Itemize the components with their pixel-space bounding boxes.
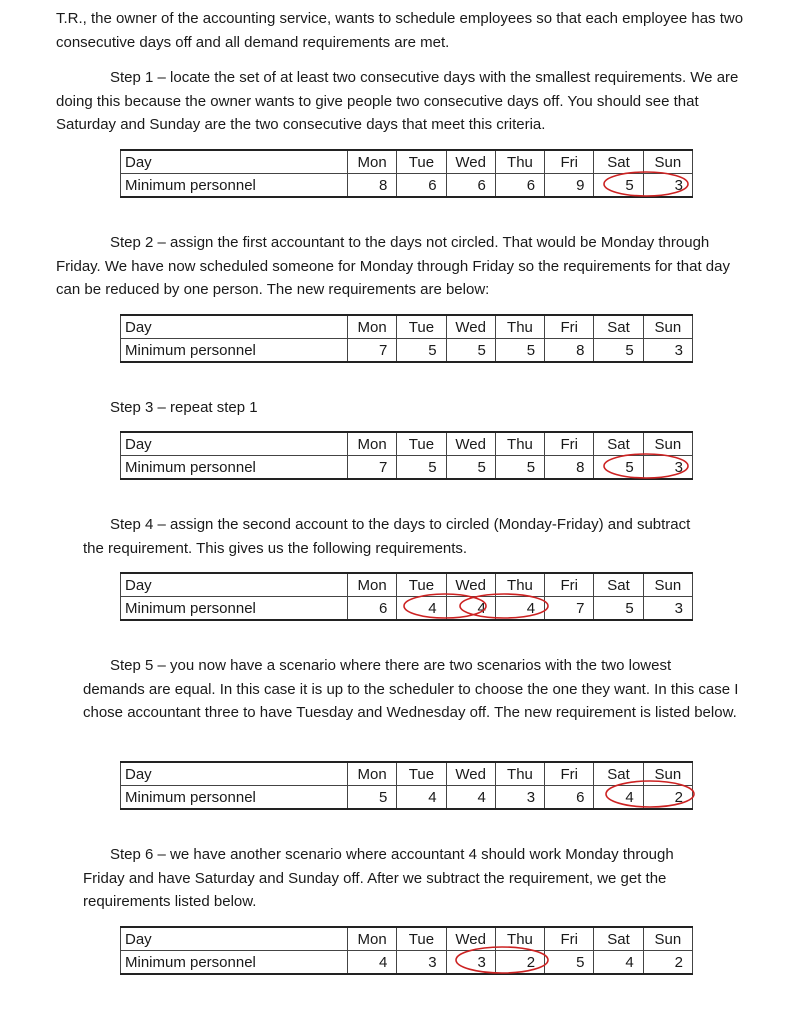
day-header-mon: Mon xyxy=(348,315,397,339)
step4-line1: Step 4 – assign the second account to the days to circled (Monday-Friday) and subtract xyxy=(110,516,691,533)
personnel-sat: 4 xyxy=(594,951,643,975)
day-header-tue: Tue xyxy=(397,315,446,339)
requirements-table-4 xyxy=(120,572,693,621)
table-row-label-personnel: Minimum personnel xyxy=(121,786,348,810)
personnel-sun: 3 xyxy=(643,339,692,363)
requirements-table-5 xyxy=(120,761,693,810)
table-row-label-day: Day xyxy=(121,315,348,339)
personnel-mon: 8 xyxy=(348,174,397,198)
day-header-thu: Thu xyxy=(495,432,544,456)
personnel-thu: 2 xyxy=(495,951,544,975)
day-header-tue: Tue xyxy=(397,432,446,456)
table-row-label-day: Day xyxy=(121,573,348,597)
day-header-sun: Sun xyxy=(643,150,692,174)
day-header-wed: Wed xyxy=(446,150,495,174)
personnel-mon: 4 xyxy=(348,951,397,975)
day-header-wed: Wed xyxy=(446,315,495,339)
day-header-wed: Wed xyxy=(446,927,495,951)
table-row-label-personnel: Minimum personnel xyxy=(121,951,348,975)
day-header-thu: Thu xyxy=(495,573,544,597)
personnel-tue: 5 xyxy=(397,456,446,480)
personnel-thu: 6 xyxy=(495,174,544,198)
personnel-wed: 6 xyxy=(446,174,495,198)
table-row-label-personnel: Minimum personnel xyxy=(121,456,348,480)
personnel-tue: 6 xyxy=(397,174,446,198)
table-row-label-day: Day xyxy=(121,762,348,786)
day-header-tue: Tue xyxy=(397,573,446,597)
day-header-mon: Mon xyxy=(348,573,397,597)
step6-line1: Step 6 – we have another scenario where accountant 4 should work Monday through xyxy=(110,846,674,863)
personnel-thu: 5 xyxy=(495,456,544,480)
day-header-tue: Tue xyxy=(397,150,446,174)
day-header-tue: Tue xyxy=(397,762,446,786)
day-header-mon: Mon xyxy=(348,150,397,174)
table-row-label-day: Day xyxy=(121,432,348,456)
personnel-fri: 6 xyxy=(545,786,594,810)
day-header-sat: Sat xyxy=(594,150,643,174)
day-header-sun: Sun xyxy=(643,927,692,951)
personnel-mon: 7 xyxy=(348,339,397,363)
personnel-wed: 5 xyxy=(446,339,495,363)
day-header-fri: Fri xyxy=(545,927,594,951)
personnel-sun: 3 xyxy=(643,174,692,198)
table-row-label-personnel: Minimum personnel xyxy=(121,174,348,198)
personnel-fri: 8 xyxy=(545,456,594,480)
day-header-sun: Sun xyxy=(643,432,692,456)
personnel-fri: 7 xyxy=(545,597,594,621)
step4-paragraph xyxy=(83,513,753,560)
personnel-wed: 5 xyxy=(446,456,495,480)
personnel-thu: 4 xyxy=(495,597,544,621)
personnel-fri: 8 xyxy=(545,339,594,363)
day-header-fri: Fri xyxy=(545,762,594,786)
day-header-sat: Sat xyxy=(594,573,643,597)
personnel-fri: 9 xyxy=(545,174,594,198)
intro-paragraph: T.R., the owner of the accounting service, wants to schedule employees so that each employee has two consecutive days off and all demand requirements are met. xyxy=(56,10,744,51)
personnel-thu: 3 xyxy=(495,786,544,810)
personnel-sat: 4 xyxy=(594,786,643,810)
day-header-mon: Mon xyxy=(348,927,397,951)
day-header-wed: Wed xyxy=(446,762,495,786)
table-row-label-personnel: Minimum personnel xyxy=(121,597,348,621)
personnel-sat: 5 xyxy=(594,174,643,198)
day-header-wed: Wed xyxy=(446,432,495,456)
step6-paragraph xyxy=(83,843,753,914)
requirements-table-3 xyxy=(120,431,693,480)
personnel-sat: 5 xyxy=(594,597,643,621)
day-header-thu: Thu xyxy=(495,927,544,951)
day-header-thu: Thu xyxy=(495,315,544,339)
personnel-sat: 5 xyxy=(594,456,643,480)
day-header-sun: Sun xyxy=(643,315,692,339)
requirements-table-6 xyxy=(120,926,693,975)
day-header-mon: Mon xyxy=(348,762,397,786)
step5-paragraph xyxy=(83,654,753,725)
personnel-wed: 4 xyxy=(446,597,495,621)
personnel-tue: 5 xyxy=(397,339,446,363)
step5-line1: Step 5 – you now have a scenario where there are two scenarios with the two lowest xyxy=(110,657,672,674)
personnel-wed: 3 xyxy=(446,951,495,975)
table-row-label-day: Day xyxy=(121,150,348,174)
step5-rest: demands are equal. In this case it is up to the scheduler to choose the one they want. In this case I chose accountant three to have Tuesday and Wednesday off. The new requirement is listed below. xyxy=(83,680,739,721)
day-header-fri: Fri xyxy=(545,150,594,174)
step1-paragraph: Step 1 – locate the set of at least two consecutive days with the smallest requirements. We are doing this because the owner wants to give people two consecutive days off. You should see that Saturday and Sunday are the two consecutive days that meet this criteria. xyxy=(56,69,739,133)
day-header-thu: Thu xyxy=(495,762,544,786)
personnel-mon: 5 xyxy=(348,786,397,810)
day-header-fri: Fri xyxy=(545,432,594,456)
personnel-mon: 7 xyxy=(348,456,397,480)
step3-paragraph: Step 3 – repeat step 1 xyxy=(110,399,258,416)
day-header-tue: Tue xyxy=(397,927,446,951)
personnel-mon: 6 xyxy=(348,597,397,621)
step6-rest: Friday and have Saturday and Sunday off. After we subtract the requirement, we get the requirements listed below. xyxy=(83,869,667,910)
day-header-mon: Mon xyxy=(348,432,397,456)
day-header-fri: Fri xyxy=(545,315,594,339)
table-row-label-personnel: Minimum personnel xyxy=(121,339,348,363)
personnel-tue: 3 xyxy=(397,951,446,975)
requirements-table-2 xyxy=(120,314,693,363)
personnel-tue: 4 xyxy=(397,597,446,621)
personnel-sun: 2 xyxy=(643,951,692,975)
step4-rest: the requirement. This gives us the following requirements. xyxy=(83,539,468,557)
personnel-sun: 3 xyxy=(643,597,692,621)
personnel-fri: 5 xyxy=(545,951,594,975)
personnel-tue: 4 xyxy=(397,786,446,810)
requirements-table-1 xyxy=(120,149,693,198)
personnel-thu: 5 xyxy=(495,339,544,363)
personnel-sat: 5 xyxy=(594,339,643,363)
day-header-wed: Wed xyxy=(446,573,495,597)
step2-paragraph: Step 2 – assign the first accountant to the days not circled. That would be Monday through Friday. We have now scheduled someone for Monday through Friday so the requirements for that day can be reduced by one person. The new requirements are below: xyxy=(56,234,730,298)
day-header-sun: Sun xyxy=(643,573,692,597)
day-header-sat: Sat xyxy=(594,315,643,339)
personnel-wed: 4 xyxy=(446,786,495,810)
day-header-sat: Sat xyxy=(594,432,643,456)
day-header-sat: Sat xyxy=(594,762,643,786)
day-header-thu: Thu xyxy=(495,150,544,174)
table-row-label-day: Day xyxy=(121,927,348,951)
personnel-sun: 3 xyxy=(643,456,692,480)
personnel-sun: 2 xyxy=(643,786,692,810)
day-header-sun: Sun xyxy=(643,762,692,786)
day-header-sat: Sat xyxy=(594,927,643,951)
day-header-fri: Fri xyxy=(545,573,594,597)
